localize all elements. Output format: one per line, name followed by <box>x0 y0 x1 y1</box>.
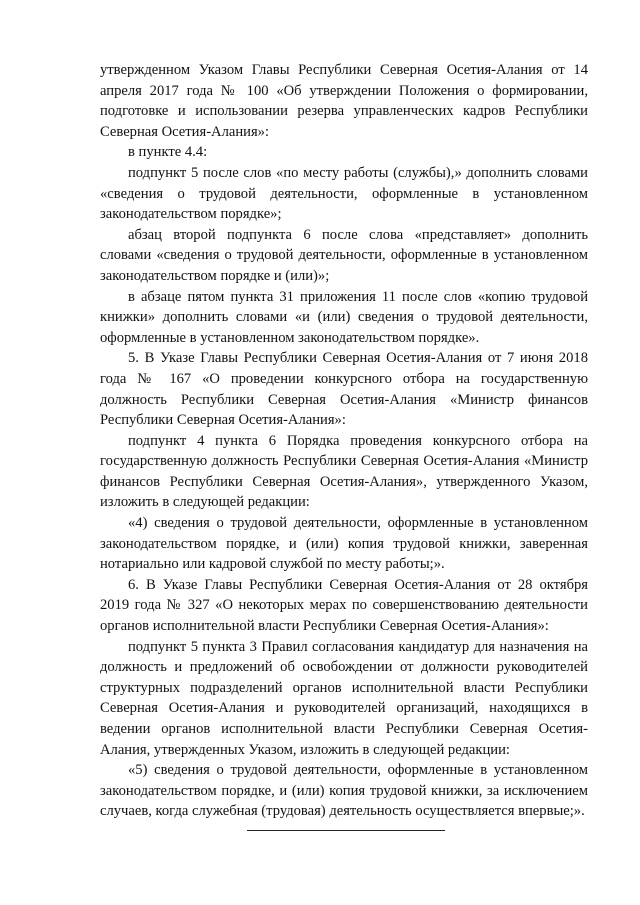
paragraph-item-31: в абзаце пятом пункта 31 приложения 11 после слов «копию трудовой книжки» дополнить словами «и (или) сведения о трудовой деятельности, оформленные в установленном законодательством порядке». <box>100 288 588 346</box>
paragraph-section-5: 5. В Указе Главы Республики Северная Осетия-Алания от 7 июня 2018 года № 167 «О проведении конкурсного отбора на государственную должность Республики Северная Осетия-Алания «Министр финансов Республики Северная Осетия-Алания»: <box>100 350 588 429</box>
paragraph-section-6-subpoint-5: подпункт 5 пункта 3 Правил согласования кандидатур для назначения на должность и предложений об освобождении от должности руководителей структурных подразделений органов исполнительной власти Республики Северная Осетия-Алания и руководителей организаций, находящихся в ведении органов исполнительной власти Республики Северная Осетия-Алания, утвержденных Указом, изложить в следующей редакции: <box>100 638 588 758</box>
document-body <box>100 60 588 822</box>
paragraph-section-6-quote: «5) сведения о трудовой деятельности, оформленные в установленном законодательством порядке, и (или) копия трудовой книжки, за исключением случаев, когда служебная (трудовая) деятельность осуществляется впервые;». <box>100 762 588 820</box>
paragraph-item-4-4: в пункте 4.4: <box>128 144 208 161</box>
paragraph-section-5-subpoint-4: подпункт 4 пункта 6 Порядка проведения конкурсного отбора на государственную должность Республики Северная Осетия-Алания «Министр финансов Республики Северная Осетия-Алания», утвержденного Указом, изложить в следующей редакции: <box>100 432 588 511</box>
paragraph-subpoint-5: подпункт 5 после слов «по месту работы (службы),» дополнить словами «сведения о трудовой деятельности, оформленные в установленном законодательством порядке»; <box>100 164 588 223</box>
paragraph-continuation: утвержденном Указом Главы Республики Северная Осетия-Алания от 14 апреля 2017 года № 100 «Об утверждении Положения о формировании, подготовке и использовании резерва управленческих кадров Республики Северная Осетия-Алания»: <box>100 62 588 140</box>
paragraph-section-5-quote: «4) сведения о трудовой деятельности, оформленные в установленном законодательством порядке, и (или) копия трудовой книжки, заверенная нотариально или кадровой службой по месту работы;». <box>100 515 588 573</box>
paragraph-section-6: 6. В Указе Главы Республики Северная Осетия-Алания от 28 октября 2019 года № 327 «О некоторых мерах по совершенствованию деятельности органов исполнительной власти Республики Северная Осетия-Алания»: <box>100 576 588 635</box>
paragraph-subpoint-6: абзац второй подпункта 6 после слова «представляет» дополнить словами «сведения о трудовой деятельности, оформленные в установленном законодательством порядке и (или)»; <box>100 226 588 284</box>
end-separator-line <box>247 830 445 831</box>
